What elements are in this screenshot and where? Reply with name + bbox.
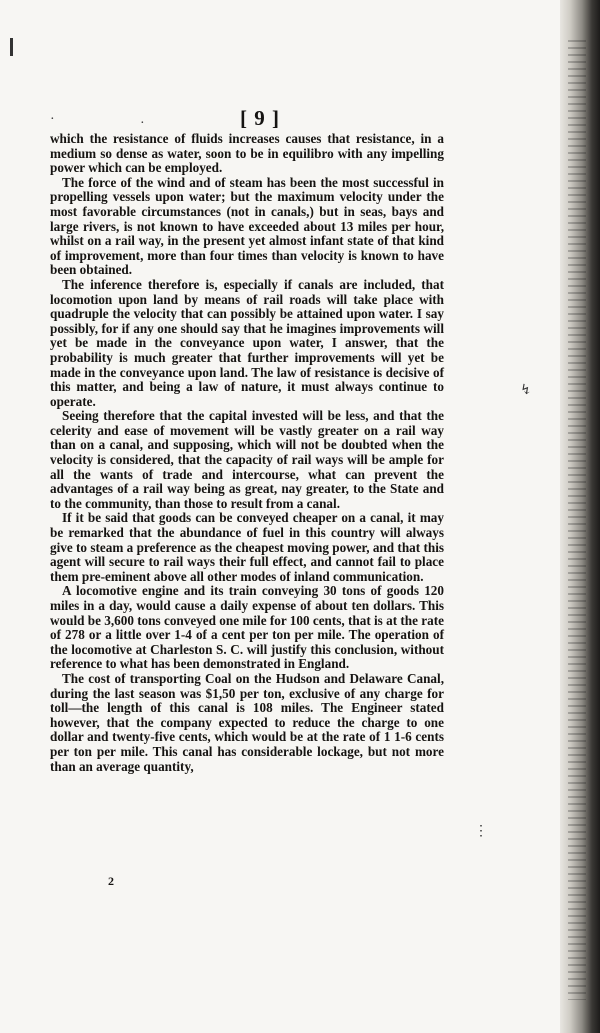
margin-speck: ↯ xyxy=(520,383,532,398)
margin-mark xyxy=(10,38,13,56)
margin-speck: ⋮ xyxy=(474,824,488,839)
paragraph: If it be said that goods can be conveyed cheaper on a canal, it may be remarked that the abundance of fuel in this country will always give to steam a preference as the cheapest moving power, and that this agent will secure to rail ways their full effect, and cannot fail to place them pre-eminent above all other modes of inland communication. xyxy=(50,510,444,584)
body-text xyxy=(50,132,444,774)
paragraph: A locomotive engine and its train conveying 30 tons of goods 120 miles in a day, would cause a daily expense of about ten dollars. This would be 3,600 tons conveyed one mile for 100 cents, that is at the rate of 278 or a little over 1-4 of a cent per ton per mile. The operation of the locomotive at Charleston S. C. will justify this conclusion, without reference to what has been demonstrated in England. xyxy=(50,583,444,672)
book-binding-edge xyxy=(560,0,600,1033)
paragraph: Seeing therefore that the capital invested will be less, and that the celerity and ease of movement will be vastly greater on a rail way than on a canal, and supposing, which will not be doubted when the velocity is considered, that the capacity of rail ways will be ample for all the wants of trade and intercourse, what can prevent the advantages of a rail way being as great, nay greater, to the State and to the community, than those to result from a canal. xyxy=(50,408,444,511)
paragraph: The inference therefore is, especially if canals are included, that locomotion upon land by means of rail roads will take place with quadruple the velocity that can possibly be attained upon water. I say possibly, for if any one should say that he imagines improvements will yet be made in the conveyance upon water, I answer, that the probability is much greater that further improvements will yet be made in the conveyance upon land. The law of resistance is decisive of this matter, and being a law of nature, it must always continue to operate. xyxy=(50,276,444,409)
page-number: [ 9 ] xyxy=(240,106,280,130)
signature-mark: 2 xyxy=(108,874,114,888)
paragraph: which the resistance of fluids increases causes that resistance, in a medium so dense as water, soon to be in equilibro with any impelling power which can be employed. xyxy=(50,131,444,176)
ink-speck: · xyxy=(50,112,55,127)
paragraph: The cost of transporting Coal on the Hudson and Delaware Canal, during the last season was $1,50 per ton, exclusive of any charge for toll—the length of this canal is 108 miles. The Engineer stated however, that the company expected to reduce the charge to one dollar and twenty-five cents, which would be at the rate of 1 1-6 cents per ton per mile. This canal has considerable lockage, but not more than an average quantity, xyxy=(50,670,444,774)
paragraph: The force of the wind and of steam has been the most successful in propelling vessels upon water; but the maximum velocity under the most favorable circumstances (not in canals,) but in seas, bays and large rivers, is not known to have exceeded about 13 miles per hour, whilst on a rail way, in the present yet almost infant state of that kind of improvement, more than four times than velocity is known to have been obtained. xyxy=(50,174,444,278)
ink-speck: · xyxy=(140,116,145,131)
